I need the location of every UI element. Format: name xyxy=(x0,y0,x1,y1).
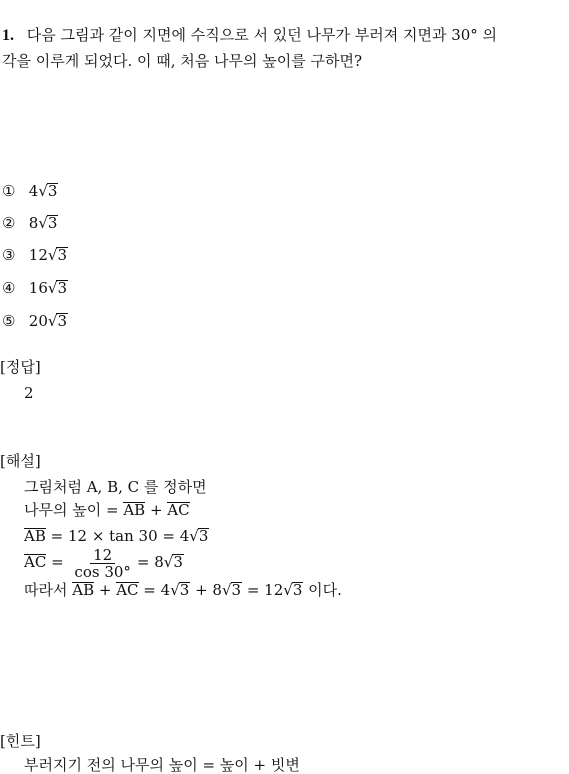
solution-line-4: AC = $\frac{12}{\cos 30^\circ}$ = 8√3 xyxy=(24,545,183,581)
solution-text: = 12 xyxy=(242,581,284,599)
solution-text: = 8 xyxy=(136,553,164,571)
solution-text: 나무의 높이 = xyxy=(24,501,124,519)
choice-2[interactable]: ② 8√3 xyxy=(2,214,58,232)
segment-ab: AB xyxy=(24,527,46,545)
solution-text: 이다. xyxy=(303,581,342,599)
choice-radicand: 3 xyxy=(57,279,67,297)
plus-sign: + xyxy=(145,501,168,519)
choice-radicand: 3 xyxy=(47,182,58,200)
fraction xyxy=(71,547,133,580)
radicand: 3 xyxy=(173,553,183,571)
solution-text: = 4 xyxy=(138,581,171,599)
choice-coef: 12 xyxy=(28,246,48,264)
solution-line-1: 그림처럼 A, B, C 를 정하면 xyxy=(24,478,207,496)
hint-label: [힌트] xyxy=(0,732,41,750)
radicand: 3 xyxy=(292,581,303,599)
choice-radicand: 3 xyxy=(47,214,58,232)
fraction-numerator: 12 xyxy=(90,547,115,564)
choice-radicand: 3 xyxy=(57,312,67,330)
answer-value: 2 xyxy=(24,384,34,402)
fraction-denominator: cos 30° xyxy=(74,562,131,581)
choice-mark: ④ xyxy=(2,279,16,297)
radicand: 3 xyxy=(198,527,209,545)
plus-sign: + xyxy=(94,581,117,599)
solution-label: [해설] xyxy=(0,452,41,470)
choice-4[interactable]: ④ 16√3 xyxy=(2,279,67,297)
choice-coef: 20 xyxy=(28,312,48,330)
equals-sign: = xyxy=(46,553,69,571)
question-line-2 xyxy=(2,52,362,70)
answer-label: [정답] xyxy=(0,358,41,376)
choice-mark: ⑤ xyxy=(2,312,16,330)
question-line-1 xyxy=(2,26,497,45)
choice-1[interactable]: ① 4√3 xyxy=(2,182,58,200)
choice-coef: 8 xyxy=(28,214,39,232)
solution-line-5: 따라서 AB + AC = 4√3 + 8√3 = 12√3 이다. xyxy=(24,581,342,599)
solution-line-2 xyxy=(24,501,190,519)
choice-mark: ① xyxy=(2,182,16,200)
question-text-1: 다음 그림과 같이 지면에 수직으로 서 있던 나무가 부러져 지면과 30° 의 xyxy=(26,26,498,44)
question-number: 1. xyxy=(2,27,14,44)
choice-mark: ② xyxy=(2,214,16,232)
choice-coef: 16 xyxy=(28,279,48,297)
hint-text: 부러지기 전의 나무의 높이 = 높이 + 빗변 xyxy=(24,756,300,774)
segment-ac: AC xyxy=(24,553,47,571)
solution-line-3: AB = 12 × tan 30 = 4√3 xyxy=(24,527,209,545)
choice-radicand: 3 xyxy=(57,246,67,264)
segment-ab: AB xyxy=(72,581,95,599)
choice-3[interactable]: ③ 12√3 xyxy=(2,246,67,264)
choice-mark: ③ xyxy=(2,246,16,264)
segment-ab: AB xyxy=(123,501,146,519)
radicand: 3 xyxy=(179,581,190,599)
choice-5[interactable]: ⑤ 20√3 xyxy=(2,312,67,330)
question-text-2: 각을 이루게 되었다. 이 때, 처음 나무의 높이를 구하면? xyxy=(2,52,363,70)
segment-ac: AC xyxy=(167,501,190,519)
radicand: 3 xyxy=(231,581,242,599)
choice-coef: 4 xyxy=(28,182,39,200)
solution-text: + 8 xyxy=(190,581,222,599)
solution-text: 따라서 xyxy=(24,581,73,599)
solution-text: = 12 × tan 30 = 4 xyxy=(45,527,190,545)
segment-ac: AC xyxy=(116,581,139,599)
